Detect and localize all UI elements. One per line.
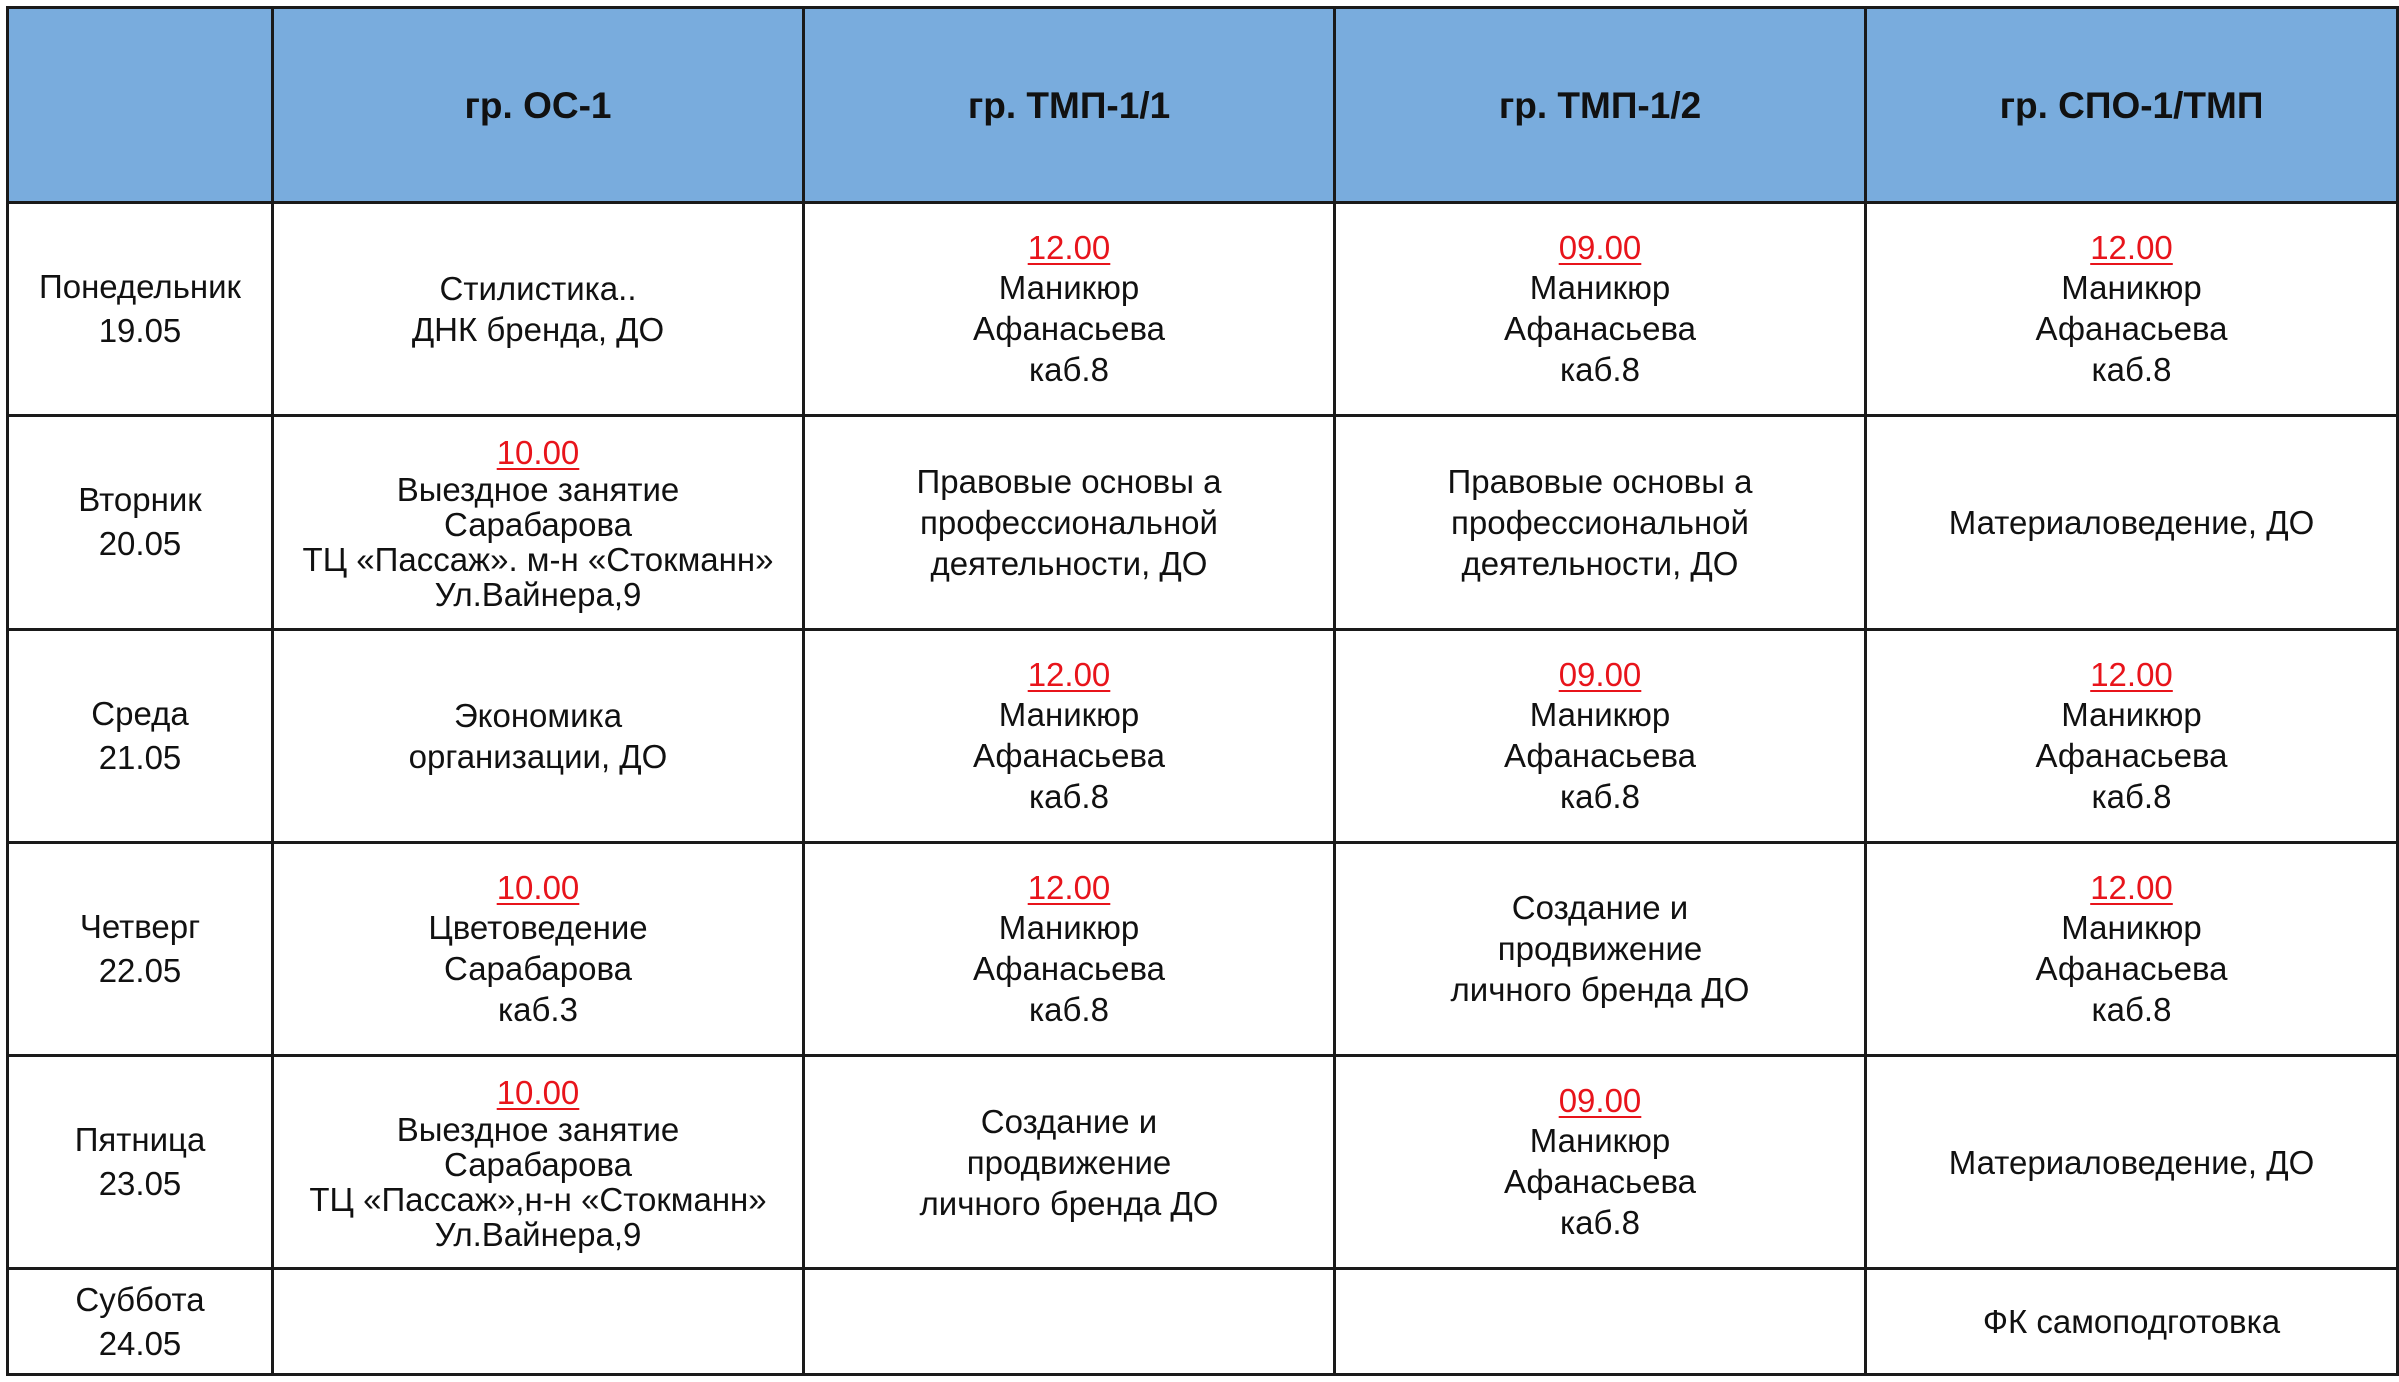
- lesson-text: продвижение: [1497, 930, 1703, 968]
- lesson-text: профессиональной: [1451, 503, 1749, 541]
- day-name: Вторник: [78, 481, 202, 519]
- lesson-cell: [1335, 1056, 1866, 1269]
- lesson-text: каб.3: [498, 990, 578, 1028]
- lesson-cell: [273, 1269, 804, 1375]
- schedule-table: [6, 6, 2399, 1376]
- lesson-cell: [273, 203, 804, 416]
- lesson-text: Афанасьева: [1503, 736, 1697, 774]
- lesson-time: 12.00: [1027, 229, 1111, 267]
- lesson-text: каб.8: [2091, 777, 2172, 815]
- lesson-cell: [273, 416, 804, 629]
- lesson-time: 10.00: [496, 1073, 580, 1111]
- lesson-text: каб.8: [1560, 777, 1640, 815]
- lesson-text: Сарабарова: [444, 1145, 632, 1183]
- day-cell: [8, 842, 273, 1055]
- lesson-cell: [273, 842, 804, 1055]
- lesson-text: Маникюр: [1529, 1122, 1671, 1160]
- day-date: 24.05: [98, 1324, 182, 1362]
- table-row: [8, 416, 2398, 629]
- day-cell: [8, 629, 273, 842]
- lesson-text: Маникюр: [998, 695, 1140, 733]
- lesson-time: 09.00: [1558, 229, 1642, 267]
- lesson-text: Создание и: [980, 1102, 1158, 1140]
- lesson-text: каб.8: [1029, 351, 1109, 389]
- day-name: Четверг: [79, 907, 201, 945]
- lesson-text: Афанасьева: [2035, 949, 2228, 987]
- lesson-text: каб.8: [1560, 1204, 1640, 1242]
- lesson-text: Афанасьева: [972, 310, 1166, 348]
- lesson-text: каб.8: [1560, 351, 1640, 389]
- lesson-cell: [1866, 416, 2398, 629]
- lesson-text: Ул.Вайнера,9: [434, 575, 642, 613]
- group-header-os-1: гр. ОС-1: [273, 8, 804, 203]
- lesson-text: Правовые основы а: [916, 462, 1222, 500]
- lesson-text: Маникюр: [2061, 269, 2202, 307]
- header-row: [8, 8, 2398, 203]
- day-name: Среда: [91, 694, 189, 732]
- table-row: [8, 1056, 2398, 1269]
- day-cell: [8, 203, 273, 416]
- lesson-cell: [804, 1056, 1335, 1269]
- lesson-time: 09.00: [1558, 1082, 1642, 1120]
- lesson-text: деятельности, ДО: [1461, 544, 1739, 582]
- schedule-body: [8, 203, 2398, 1375]
- group-header-spo-1-tmp: гр. СПО-1/ТМП: [1866, 8, 2398, 203]
- lesson-cell: [804, 629, 1335, 842]
- lesson-text: Маникюр: [2061, 908, 2202, 946]
- lesson-text: Ул.Вайнера,9: [434, 1215, 642, 1253]
- lesson-cell: [1335, 1269, 1866, 1375]
- lesson-text: Создание и: [1511, 889, 1689, 927]
- lesson-cell: [804, 1269, 1335, 1375]
- table-row: [8, 842, 2398, 1055]
- lesson-cell: [1866, 1269, 2398, 1375]
- lesson-text: Материаловедение, ДО: [1948, 1143, 2315, 1181]
- table-row: [8, 629, 2398, 842]
- lesson-text: профессиональной: [920, 503, 1218, 541]
- lesson-text: каб.8: [2091, 990, 2172, 1028]
- lesson-cell: [1866, 842, 2398, 1055]
- lesson-text: Цветоведение: [428, 908, 648, 946]
- lesson-text: Сарабарова: [444, 505, 632, 543]
- day-date: 23.05: [98, 1165, 182, 1203]
- table-row: [8, 1269, 2398, 1375]
- lesson-text: Афанасьева: [972, 736, 1166, 774]
- lesson-text: Афанасьева: [972, 949, 1166, 987]
- day-cell: [8, 1269, 273, 1375]
- lesson-time: 09.00: [1558, 655, 1642, 693]
- lesson-time: 10.00: [496, 868, 580, 906]
- lesson-text: Афанасьева: [2035, 310, 2228, 348]
- lesson-text: каб.8: [2091, 351, 2172, 389]
- lesson-text: ДНК бренда, ДО: [411, 311, 665, 349]
- lesson-text: Маникюр: [998, 269, 1140, 307]
- lesson-text: Маникюр: [2061, 695, 2202, 733]
- lesson-text: Выездное занятие: [396, 470, 680, 508]
- lesson-text: Правовые основы а: [1447, 462, 1753, 500]
- lesson-text: Стилистика..: [439, 270, 637, 308]
- lesson-text: каб.8: [1029, 990, 1109, 1028]
- group-header-tmp-1-1: гр. ТМП-1/1: [804, 8, 1335, 203]
- lesson-text: ФК самоподготовка: [1982, 1303, 2281, 1341]
- table-row: [8, 203, 2398, 416]
- lesson-text: каб.8: [1029, 777, 1109, 815]
- lesson-text: Выездное занятие: [396, 1110, 680, 1148]
- lesson-text: ТЦ «Пассаж». м-н «Стокманн»: [302, 540, 774, 578]
- day-name: Понедельник: [39, 268, 241, 306]
- lesson-time: 12.00: [2090, 229, 2173, 267]
- day-date: 19.05: [98, 312, 182, 350]
- lesson-cell: [1866, 1056, 2398, 1269]
- lesson-time: 10.00: [496, 433, 580, 471]
- lesson-text: продвижение: [966, 1143, 1172, 1181]
- day-cell: [8, 416, 273, 629]
- lesson-cell: [1866, 629, 2398, 842]
- lesson-time: 12.00: [1027, 655, 1111, 693]
- lesson-text: Материаловедение, ДО: [1948, 503, 2315, 541]
- lesson-cell: [1866, 203, 2398, 416]
- lesson-cell: [1335, 203, 1866, 416]
- lesson-cell: [804, 416, 1335, 629]
- lesson-time: 12.00: [2090, 655, 2173, 693]
- header-corner-cell: [8, 8, 273, 203]
- lesson-cell: [1335, 842, 1866, 1055]
- lesson-text: организации, ДО: [408, 737, 668, 775]
- lesson-text: Маникюр: [998, 908, 1140, 946]
- lesson-text: Сарабарова: [444, 949, 632, 987]
- lesson-cell: [273, 629, 804, 842]
- lesson-text: ТЦ «Пассаж»,н-н «Стокманн»: [309, 1180, 767, 1218]
- day-date: 22.05: [98, 951, 182, 989]
- lesson-text: Афанасьева: [2035, 736, 2228, 774]
- day-cell: [8, 1056, 273, 1269]
- lesson-text: деятельности, ДО: [930, 544, 1208, 582]
- lesson-text: Маникюр: [1529, 695, 1671, 733]
- lesson-text: личного бренда ДО: [1450, 971, 1750, 1009]
- lesson-time: 12.00: [1027, 868, 1111, 906]
- lesson-time: 12.00: [2090, 868, 2173, 906]
- lesson-text: Экономика: [453, 696, 623, 734]
- day-date: 20.05: [98, 525, 182, 563]
- lesson-cell: [1335, 629, 1866, 842]
- lesson-text: Маникюр: [1529, 269, 1671, 307]
- lesson-cell: [804, 203, 1335, 416]
- lesson-text: Афанасьева: [1503, 310, 1697, 348]
- lesson-cell: [1335, 416, 1866, 629]
- lesson-text: личного бренда ДО: [919, 1184, 1219, 1222]
- day-name: Пятница: [74, 1121, 206, 1159]
- day-name: Суббота: [75, 1280, 205, 1318]
- lesson-cell: [273, 1056, 804, 1269]
- lesson-text: Афанасьева: [1503, 1163, 1697, 1201]
- group-header-tmp-1-2: гр. ТМП-1/2: [1335, 8, 1866, 203]
- day-date: 21.05: [98, 738, 182, 776]
- lesson-cell: [804, 842, 1335, 1055]
